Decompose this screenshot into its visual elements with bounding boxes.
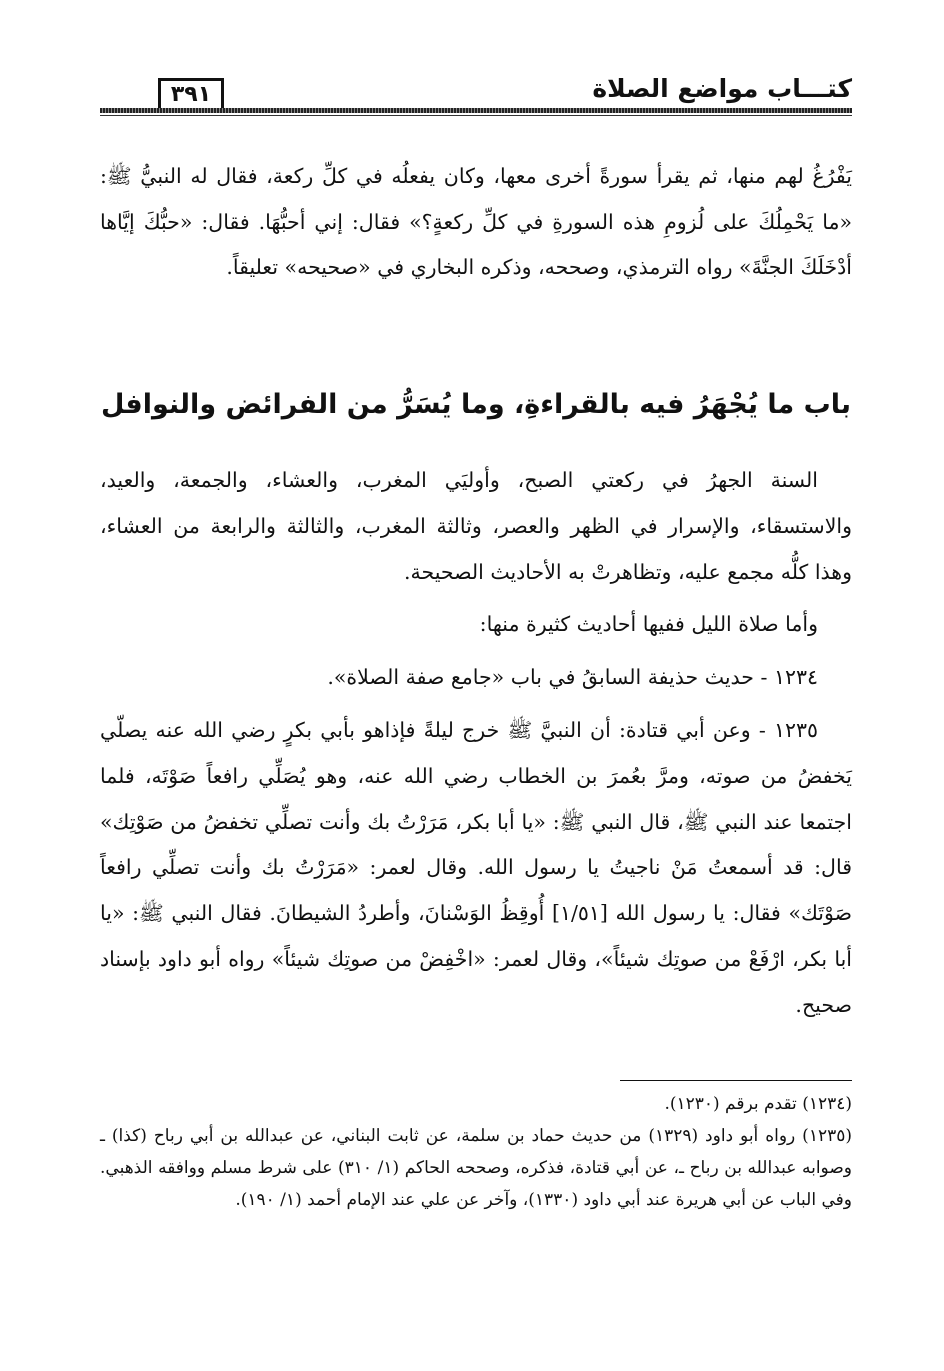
paragraph-sunnah: السنة الجهرُ في ركعتي الصبح، وأوليَي المغرب، والعشاء، والجمعة، والعيد، والاستسقاء، والإسرار في الظهر والعصر، وثالثة المغرب، والثالثة والرابعة من العشاء، وهذا كلُّه مجمع عليه، وتظاهرتْ به الأحاديث الصحيحة. bbox=[100, 468, 852, 584]
running-title: كتـــاب مواضع الصلاة bbox=[592, 74, 852, 103]
hadith-1234: ١٢٣٤ - حديث حذيفة السابقُ في باب «جامع صفة الصلاة». bbox=[327, 665, 818, 690]
hadith-1235: ١٢٣٥ - وعن أبي قتادة: أن النبيَّ ﷺ خرج ليلةً فإذاهو بأبي بكرٍ رضي الله عنه يصلّي يَخفضُ من صوته، ومرَّ بعُمرَ بن الخطاب رضي الله عنه، وهو يُصَلِّي رافعاً صَوْتَه، فلما اجتمعا عند النبي ﷺ، قال النبي ﷺ: «يا أبا بكر، مَرَرْتُ بك وأنت تصلِّي تخفضُ من صَوْتِك» قال: قد أسمعتُ مَنْ ناجيتُ يا رسول الله. وقال لعمر: «مَرَرْتُ بك وأنت تصلِّي رافعاً صَوْتَك» فقال: يا رسول الله [١/٥١] أُوقِظُ الوَسْنانَ، وأطردُ الشيطانَ. فقال النبي ﷺ: «يا أبا بكر، ارْفَعْ من صوتِك شيئاً»، وقال لعمر: «اخْفِضْ من صوتِك شيئاً» رواه أبو داود بإسناد صحيح. bbox=[100, 717, 852, 1017]
page-header bbox=[100, 72, 852, 116]
paragraph-night-prayer: وأما صلاة الليل ففيها أحاديث كثيرة منها: bbox=[479, 612, 818, 637]
header-rule-thin bbox=[100, 115, 852, 116]
intro-paragraph bbox=[100, 154, 852, 291]
page-number: ٣٩١ bbox=[158, 78, 224, 108]
footnote-1235: (١٢٣٥) رواه أبو داود (١٣٢٩) من حديث حماد بن سلمة، عن ثابت البناني، عن عبدالله بن أبي رباح (كذا) ـ وصوابه عبدالله بن رباح ـ، عن أبي قتادة، فذكره، وصححه الحاكم (١/ ٣١٠) على شرط مسلم ووافقه الذهبي. وفي الباب عن أبي هريرة عند أبي داود (١٣٣٠)، وآخر عن علي عند الإمام أحمد (١/ ١٩٠). bbox=[100, 1126, 852, 1210]
section-body bbox=[100, 458, 852, 1036]
chapter-heading: باب ما يُجْهَرُ فيه بالقراءةِ، وما يُسَرُّ من الفرائض والنوافل bbox=[100, 389, 852, 420]
intro-text: يَفْرُغُ لهم منها، ثم يقرأ سورةً أخرى معها، وكان يفعلُه في كلِّ ركعة، فقال له النبيُّ ﷺ: «ما يَحْمِلُكَ على لُزومِ هذه السورةِ في كلِّ ركعةٍ؟» فقال: إني أحبُّهَا. فقال: «حبُّكَ إيَّاها أدْخَلَكَ الجنَّةَ» رواه الترمذي، وصححه، وذكره البخاري في «صحيحه» تعليقاً. bbox=[100, 164, 852, 279]
header-rule bbox=[100, 108, 852, 113]
footnote-separator bbox=[620, 1080, 852, 1081]
footnotes bbox=[100, 1088, 852, 1216]
footnote-1234: (١٢٣٤) تقدم برقم (١٢٣٠). bbox=[664, 1094, 852, 1114]
